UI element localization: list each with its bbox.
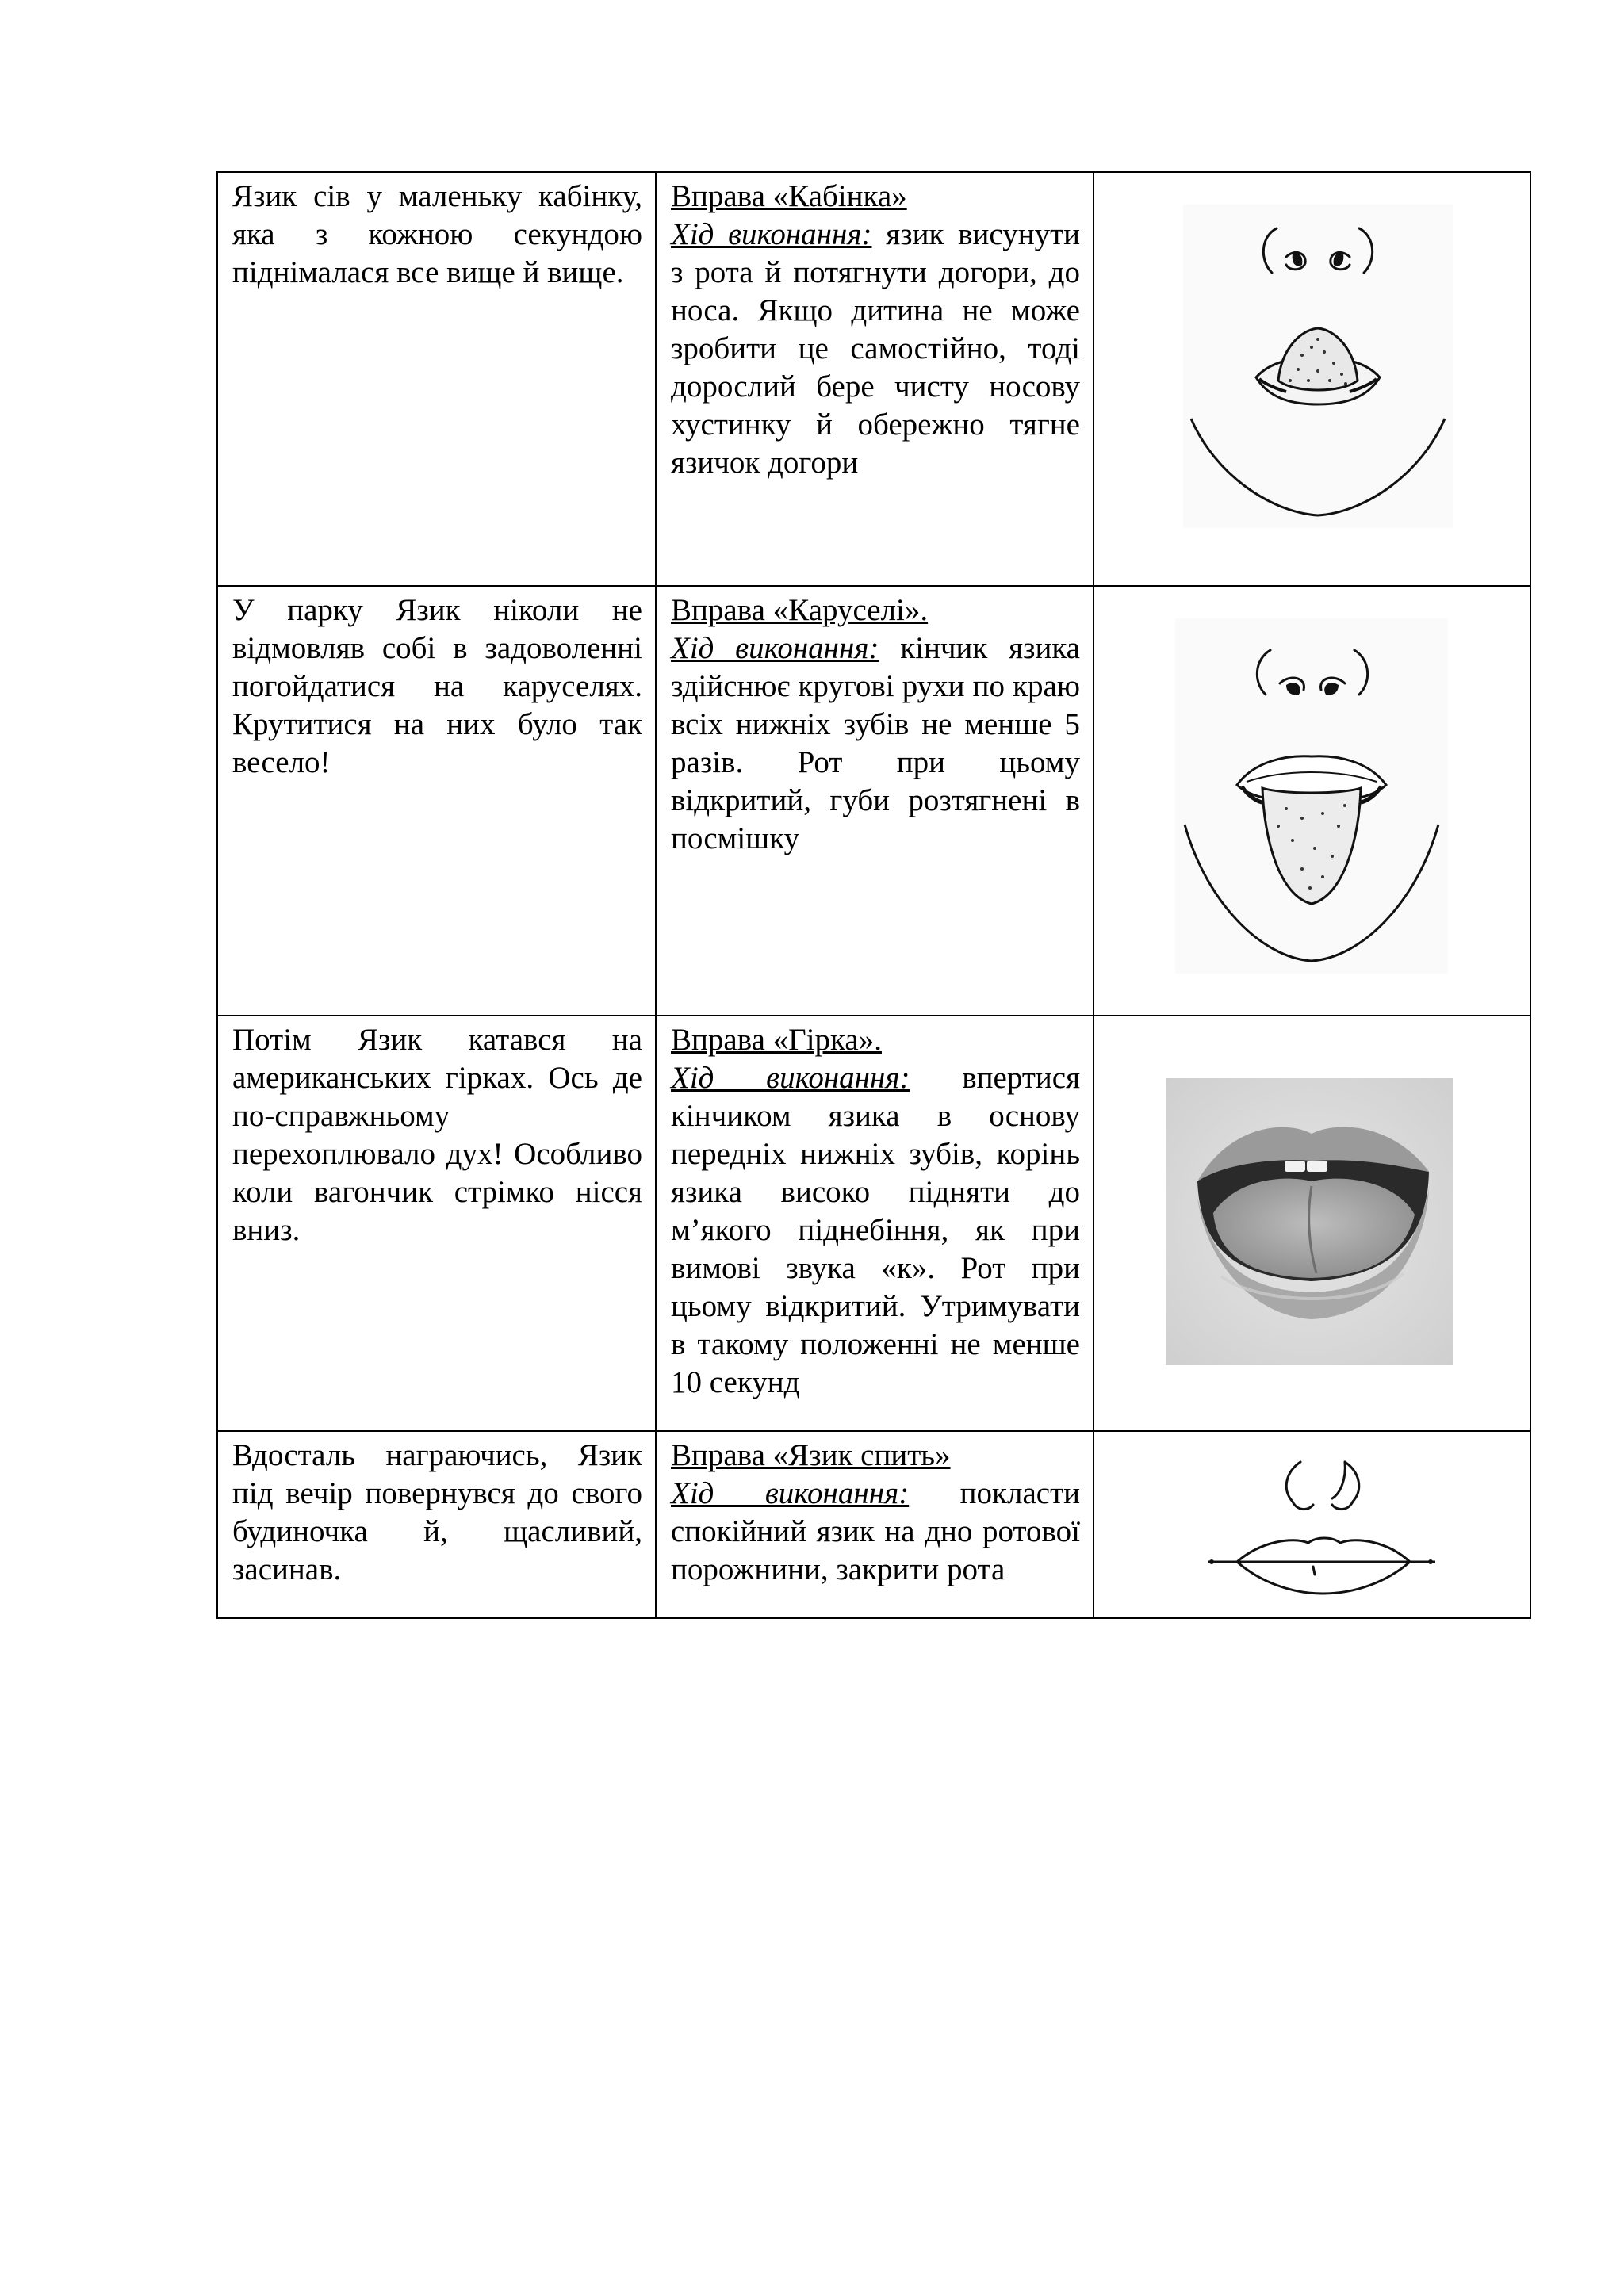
illustration-cell xyxy=(1094,172,1530,586)
story-text: Вдосталь награючись, Язик під вечір повернувся до свого будиночка й, щасливий, засинав. xyxy=(232,1438,642,1586)
story-text: Язик сів у маленьку кабінку, яка з кожною секундою піднімалася все вище й вище. xyxy=(232,179,642,289)
story-cell xyxy=(217,1016,656,1431)
table-row xyxy=(217,172,1530,586)
exercise-description: покласти спокійний язик на дно ротової порожнини, закрити рота xyxy=(671,1476,1080,1586)
exercise-cell xyxy=(656,586,1094,1016)
table-row xyxy=(217,1431,1530,1618)
table-row xyxy=(217,1016,1530,1431)
illustration-cell xyxy=(1094,1016,1530,1431)
story-cell xyxy=(217,172,656,586)
exercise-title: Вправа «Кабінка» xyxy=(671,179,907,213)
illustration-cell xyxy=(1094,586,1530,1016)
story-cell xyxy=(217,586,656,1016)
closed-mouth-drawing xyxy=(1205,1448,1435,1606)
howto-label: Хід виконання: xyxy=(671,1061,910,1095)
howto-label: Хід виконання: xyxy=(671,217,872,251)
exercise-cell xyxy=(656,1431,1094,1618)
exercise-cell xyxy=(656,172,1094,586)
illustration-cell xyxy=(1094,1431,1530,1618)
exercise-table xyxy=(216,171,1531,1619)
exercise-cell xyxy=(656,1016,1094,1431)
story-text: У парку Язик ніколи не відмовляв собі в задоволенні погойдатися на каруселях. Крутитися на них було так весело! xyxy=(232,593,642,779)
tongue-up-to-nose-drawing xyxy=(1183,205,1453,528)
table-row xyxy=(217,586,1530,1016)
exercise-title: Вправа «Каруселі». xyxy=(671,593,929,627)
exercise-title: Вправа «Гірка». xyxy=(671,1023,882,1057)
tongue-arched-photo xyxy=(1166,1078,1453,1365)
exercise-description: язик висунути з рота й потягнути догори, до носа. Якщо дитина не може зробити це самостійно, тоді дорослий бере чисту носову хустинку й обережно тягне язичок догори xyxy=(671,217,1081,480)
exercise-description: кінчик язика здійснює кругові рухи по краю всіх нижніх зубів не менше 5 разів. Рот при цьому відкритий, губи розтягнені в посмішку xyxy=(671,631,1080,855)
howto-label: Хід виконання: xyxy=(671,631,879,665)
howto-label: Хід виконання: xyxy=(671,1476,910,1510)
tongue-circling-drawing xyxy=(1175,618,1448,974)
exercise-title: Вправа «Язик спить» xyxy=(671,1438,951,1472)
story-cell xyxy=(217,1431,656,1618)
exercise-description: впертися кінчиком язика в основу передніх нижніх зубів, корінь язика високо підняти до м’якого піднебіння, як при вимові звука «к». Рот при цьому відкритий. Утримувати в такому положенні не менше 10 секунд xyxy=(671,1061,1081,1399)
story-text: Потім Язик катався на американських гірках. Ось де по-справжньому перехоплювало дух! Особливо коли вагончик стрімко нісся вниз. xyxy=(232,1023,642,1247)
